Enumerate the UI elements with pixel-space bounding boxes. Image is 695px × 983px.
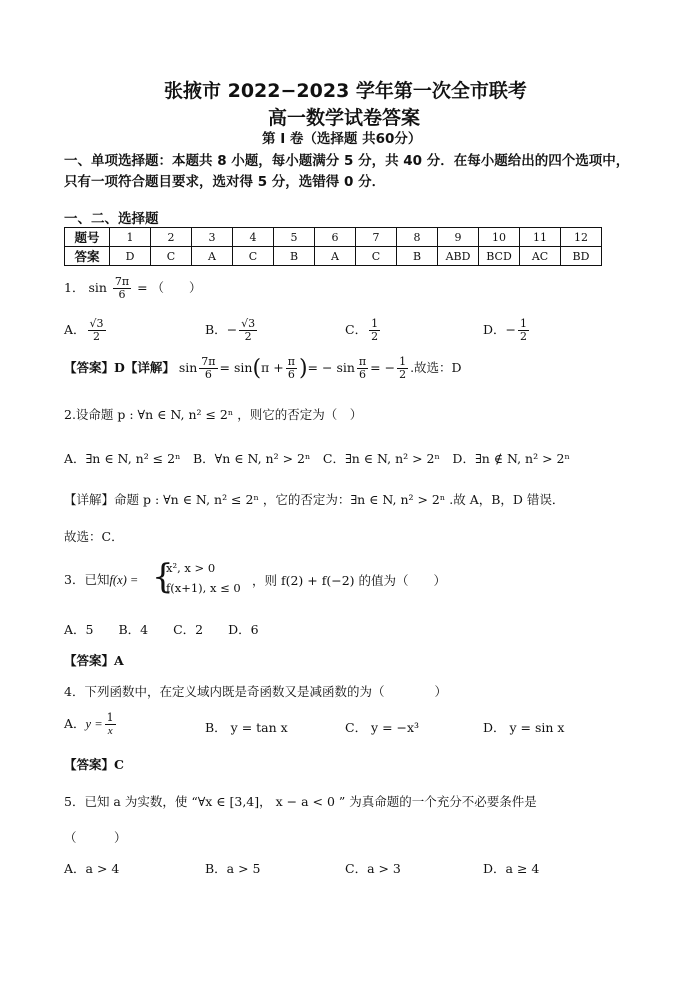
q3-suffix: ，则 f(2) + f(−2) 的值为（ ） [252,573,447,588]
section-instructions-line1: 一、单项选择题：本题共 8 小题，每小题满分 5 分，共 40 分．在每小题给出的四个选项中， [64,153,630,169]
question-1-stem [64,276,202,301]
q1-function: sin [88,280,107,295]
answer-cell: BCD [479,247,520,266]
question-number: 8 [397,228,438,247]
question-number: 5 [274,228,315,247]
answer-cell: D [110,247,151,266]
question-number: 6 [315,228,356,247]
question-5-stem: 5．已知 a 为实数，使 “∀x ∈ [3,4]， x − a < 0 ” 为真命题的一个充分不必要条件是 [64,794,537,809]
q4-option-d: D． y = sin x [483,720,565,735]
q3-case-2: f(x+1), x ≤ 0 [166,581,241,595]
q4-option-a: A．y = $\frac{1}{x}$ [64,711,114,737]
q1-answer-tag: 【答案】D【详解】 [64,360,175,375]
answer-cell: ABD [438,247,479,266]
question-2-stem: 2.设命题 p : ∀n ∈ N, n² ≤ 2ⁿ ，则它的否定为（ ） [64,407,363,422]
q4-option-b: B． y = tan x [205,720,288,735]
q1-option-a: A． $\frac{√3}{2}$ [64,317,104,343]
answer-row [65,247,602,266]
q4-option-c: C． y = −x³ [345,720,420,735]
question-number: 11 [520,228,561,247]
q1-suffix: = （ ） [137,280,202,295]
q1-number: 1． [64,280,85,295]
answer-cell: A [315,247,356,266]
q1-solution: 【答案】D【详解】 sin $\frac{7\pi}{6}$ = sin(π + $\frac{\pi}{6}$ )= − sin $\frac{\pi}{6}$ = − $\frac{1}{2}$ .故选：D [64,355,462,381]
question-3-stem: 3．已知f(x) = [64,572,139,587]
question-number: 4 [233,228,274,247]
answer-cell: C [151,247,192,266]
answer-cell: B [274,247,315,266]
q5-option-b: B．a > 5 [205,861,261,876]
answer-table [64,227,602,266]
q1-option-d: D．− $\frac{1}{2}$ [483,317,528,343]
row-label-question: 题号 [65,228,110,247]
q2-detail: 【详解】命题 p : ∀n ∈ N, n² ≤ 2ⁿ ，它的否定为：∃n ∈ N, n² > 2ⁿ .故 A，B，D 错误． [64,492,565,507]
answer-cell: C [356,247,397,266]
q3-case-1: x², x > 0 [166,561,216,575]
question-number: 1 [110,228,151,247]
q1-fraction: $\frac{7\pi}{6}$ [114,275,130,301]
q2-options: A．∃n ∈ N, n² ≤ 2ⁿ B．∀n ∈ N, n² > 2ⁿ C．∃n ∈ N, n² > 2ⁿ D．∃n ∉ N, n² > 2ⁿ [64,451,570,466]
question-number: 9 [438,228,479,247]
part-heading: 第 I 卷（选择题 共60分） [262,131,422,147]
q5-option-a: A．a > 4 [64,861,120,876]
question-number-row [65,228,602,247]
q1-option-b: B．− $\frac{√3}{2}$ [205,317,256,343]
q2-conclusion: 故选：C． [64,529,124,544]
section-instructions-line2: 只有一项符合题目要求，选对得 5 分，选错得 0 分． [64,174,386,190]
q3-options: A．5 B．4 C．2 D．6 [64,622,259,637]
question-number: 2 [151,228,192,247]
answer-cell: C [233,247,274,266]
q1-option-c: C． $\frac{1}{2}$ [345,317,379,343]
answer-cell: AC [520,247,561,266]
question-number: 3 [192,228,233,247]
answer-cell: B [397,247,438,266]
q5-option-c: C．a > 3 [345,861,401,876]
q4-answer: 【答案】C [64,757,124,772]
page-title: 张掖市 2022−2023 学年第一次全市联考 [164,80,527,102]
piecewise-brace: { [152,557,174,597]
row-label-answer: 答案 [65,247,110,266]
answer-cell: A [192,247,233,266]
q3-answer: 【答案】A [64,653,124,668]
question-number: 10 [479,228,520,247]
question-4-stem: 4．下列函数中，在定义域内既是奇函数又是减函数的为（ ） [64,684,447,699]
question-number: 7 [356,228,397,247]
q5-paren: （ ） [64,830,127,845]
question-number: 12 [561,228,602,247]
answer-table-title: 一、二、选择题 [64,211,159,227]
q5-option-d: D．a ≥ 4 [483,861,540,876]
answer-cell: BD [561,247,602,266]
page-subtitle: 高一数学试卷答案 [268,107,421,129]
